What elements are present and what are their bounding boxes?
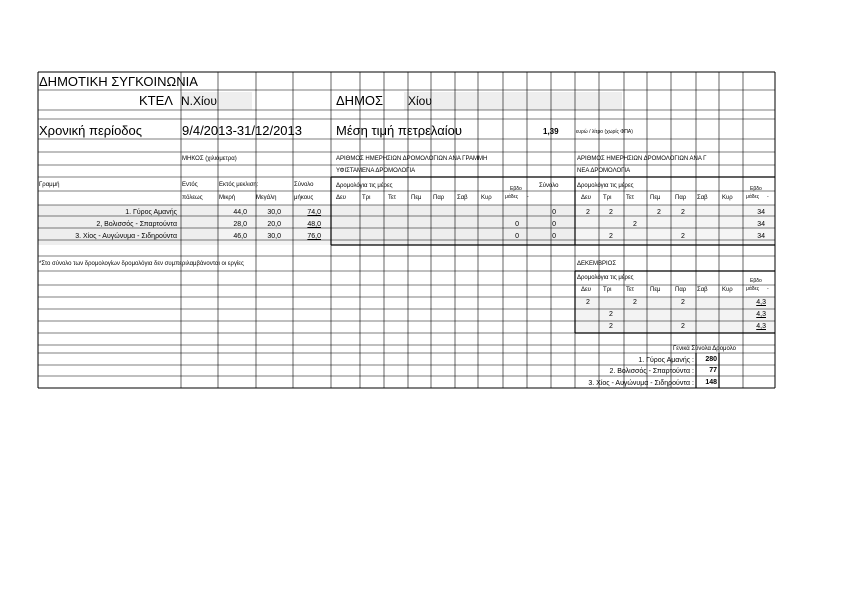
- existing-day-header: Τρι: [362, 195, 371, 201]
- existing-routes-header: ΥΦΙΣΤΑΜΕΝΑ ΔΡΟΜΟΛΟΓΙΑ: [336, 168, 416, 174]
- length-group-header: ΜΗΚΟΣ (χιλιόμετρα): [182, 156, 237, 162]
- december-day-header: Πεμ: [650, 287, 661, 293]
- new-weeks-cell: 34: [757, 209, 765, 216]
- summary-title: Γενικά Σύνολα Δρομολο: [673, 346, 736, 352]
- new-weekly-header: Εβδο: [750, 186, 762, 192]
- dimos-value: Χίου: [408, 94, 432, 108]
- summary-label: 1. Γύρος Αμανής :: [638, 357, 694, 364]
- new-routes-days-label: Δρομολόγια τις μέρες: [577, 183, 634, 189]
- small-length-cell: 46,0: [233, 233, 247, 240]
- footnote: *Στο σύνολο των δρομολογίων δρομολόγια δεν συμπεριλαμβάνονται οι εργίες: [39, 261, 244, 267]
- fuel-value: 1,39: [543, 127, 559, 136]
- outside-header: Εκτός μεκλιση:: [219, 182, 259, 188]
- summary-label: 2. Βολισσός - Σπαρτούντα :: [609, 368, 694, 375]
- route-name: 1. Γύρος Αμανής: [125, 209, 177, 216]
- existing-total-cell: 0: [552, 233, 556, 240]
- december-weeks-cell: 4,3: [756, 323, 766, 330]
- december-day-count-cell: 2: [681, 323, 685, 330]
- existing-day-header: Κυρ: [481, 195, 492, 201]
- existing-totals-header: Σύνολο: [539, 183, 559, 189]
- total-length-cell: 76,0: [307, 233, 321, 240]
- existing-total-cell: 0: [552, 221, 556, 228]
- daily-by-line-header: ΑΡΙΘΜΟΣ ΗΜΕΡΗΣΙΩΝ ΔΡΟΜΟΛΟΓΙΩΝ ΑΝΑ ΓΡΑΜΜΗ: [336, 156, 488, 162]
- summary-value: 280: [705, 356, 717, 363]
- existing-weekly-header: Εβδο: [510, 186, 522, 192]
- big-length-cell: 30,0: [267, 233, 281, 240]
- december-day-header: Τρι: [603, 287, 612, 293]
- december-day-header: Σαβ: [697, 287, 708, 293]
- small-length-cell: 28,0: [233, 221, 247, 228]
- new-day-count-cell: 2: [609, 233, 613, 240]
- new-day-count-cell: 2: [609, 209, 613, 216]
- big-header: Μεγάλη: [256, 195, 277, 201]
- new-routes-header: ΝΕΑ ΔΡΟΜΟΛΟΓΙΑ: [577, 168, 631, 174]
- december-day-header: Δευ: [581, 287, 591, 293]
- december-day-header: Τετ: [626, 287, 635, 293]
- december-weekly-header-2: μάδες: [746, 286, 760, 292]
- dimos-label: ΔΗΜΟΣ: [336, 93, 384, 108]
- december-day-header: Κυρ: [722, 287, 733, 293]
- inside-header-2: πόλεως: [182, 195, 203, 201]
- ktel-value: Ν.Χίου: [181, 94, 217, 108]
- existing-weekly-header-2: μάδες: [505, 194, 519, 200]
- new-day-count-cell: 2: [633, 221, 637, 228]
- total-length-header-2: μήκους: [294, 195, 314, 201]
- december-weekly-mark: -: [767, 286, 769, 292]
- existing-weekly-mark: -: [527, 194, 529, 200]
- big-length-cell: 30,0: [267, 209, 281, 216]
- new-weeks-cell: 34: [757, 233, 765, 240]
- inside-header: Εντός: [182, 182, 198, 188]
- new-day-header: Τρι: [603, 195, 612, 201]
- existing-day-header: Παρ: [433, 195, 445, 201]
- new-weekly-mark: -: [767, 194, 769, 200]
- december-title: ΔΕΚΕΜΒΡΙΟΣ: [577, 261, 617, 267]
- big-length-cell: 20,0: [267, 221, 281, 228]
- small-header: Μικρή: [219, 195, 236, 201]
- december-day-count-cell: 2: [681, 299, 685, 306]
- small-length-cell: 44,0: [233, 209, 247, 216]
- fuel-unit: ευρώ / λίτρο (χωρίς ΦΠΑ): [576, 129, 633, 135]
- new-day-header: Κυρ: [722, 195, 733, 201]
- december-routes-days-label: Δρομολόγια τις μέρες: [577, 275, 634, 281]
- new-day-header: Παρ: [675, 195, 687, 201]
- period-value: 9/4/2013-31/12/2013: [182, 123, 302, 138]
- new-day-count-cell: 2: [657, 209, 661, 216]
- existing-day-header: Δευ: [336, 195, 346, 201]
- new-weekly-header-2: μάδες: [746, 194, 760, 200]
- summary-label: 3. Χίος - Αυγώνυμα - Σιδηρούντα :: [588, 380, 694, 387]
- new-day-header: Σαβ: [697, 195, 708, 201]
- december-day-count-cell: 2: [633, 299, 637, 306]
- document-title: ΔΗΜΟΤΙΚΗ ΣΥΓΚΟΙΝΩΝΙΑ: [39, 74, 198, 89]
- daily-by-line-header-2: ΑΡΙΘΜΟΣ ΗΜΕΡΗΣΙΩΝ ΔΡΟΜΟΛΟΓΙΩΝ ΑΝΑ Γ: [577, 156, 707, 162]
- new-day-header: Δευ: [581, 195, 591, 201]
- route-name: 3. Χίος - Αυγώνυμα - Σιδηρούντα: [75, 233, 177, 240]
- december-day-count-cell: 2: [609, 311, 613, 318]
- period-label: Χρονική περίοδος: [39, 123, 143, 138]
- new-day-count-cell: 2: [586, 209, 590, 216]
- existing-total-cell: 0: [552, 209, 556, 216]
- fuel-label: Μέση τιμή πετρελαίου: [336, 123, 462, 138]
- new-day-count-cell: 2: [681, 209, 685, 216]
- december-weeks-cell: 4,3: [756, 299, 766, 306]
- december-day-count-cell: 2: [586, 299, 590, 306]
- total-length-header: Σύνολο: [294, 182, 314, 188]
- existing-weeks-cell: 0: [515, 221, 519, 228]
- summary-value: 148: [705, 379, 717, 386]
- new-day-header: Τετ: [626, 195, 635, 201]
- existing-day-header: Τετ: [388, 195, 397, 201]
- ktel-label: ΚΤΕΛ: [139, 93, 173, 108]
- december-day-header: Παρ: [675, 287, 687, 293]
- december-day-count-cell: 2: [609, 323, 613, 330]
- december-weekly-header: Εβδο: [750, 278, 762, 284]
- december-weeks-cell: 4,3: [756, 311, 766, 318]
- total-length-cell: 74,0: [307, 209, 321, 216]
- new-weeks-cell: 34: [757, 221, 765, 228]
- existing-routes-days-label: Δρομολόγια τις μέρες: [336, 183, 393, 189]
- new-day-header: Πεμ: [650, 195, 661, 201]
- route-name: 2, Βολισσός - Σπαρτούντα: [96, 221, 177, 228]
- new-day-count-cell: 2: [681, 233, 685, 240]
- line-header: Γραμμή: [39, 182, 60, 188]
- existing-weeks-cell: 0: [515, 233, 519, 240]
- total-length-cell: 48,0: [307, 221, 321, 228]
- dimos-value-shade: [404, 92, 622, 110]
- existing-day-header: Πεμ: [411, 195, 422, 201]
- summary-value: 77: [709, 367, 717, 374]
- existing-day-header: Σαβ: [457, 195, 468, 201]
